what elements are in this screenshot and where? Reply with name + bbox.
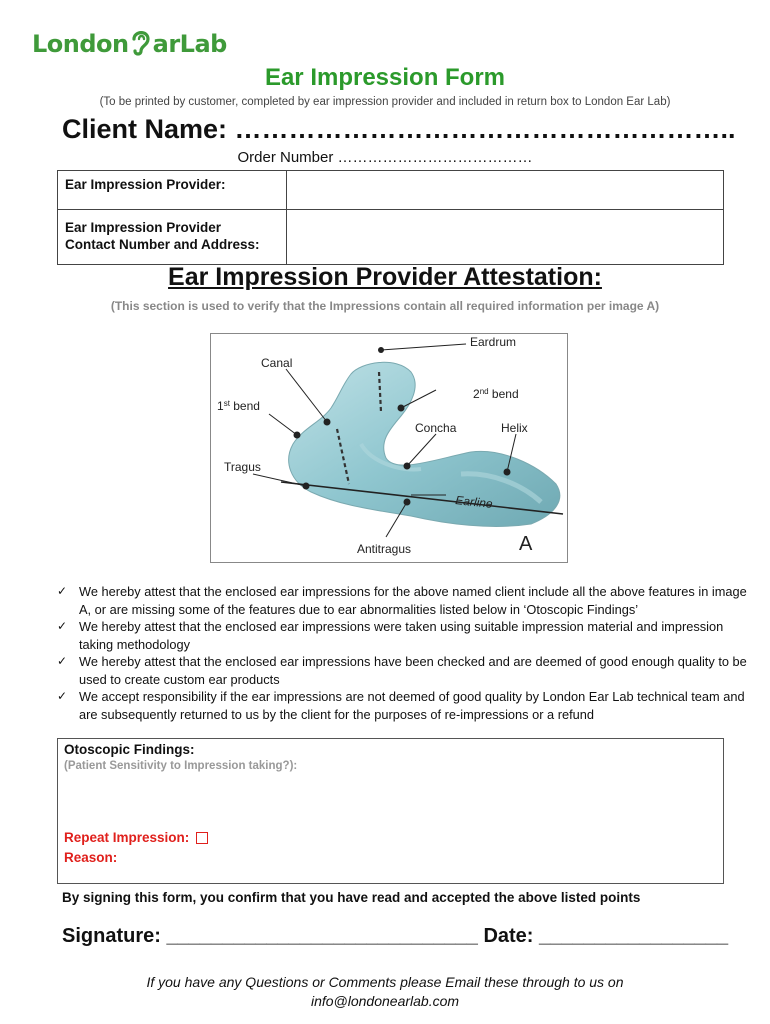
checkmark-icon: ✓ bbox=[57, 689, 68, 703]
label-second-bend bbox=[473, 387, 519, 401]
provider-label: Ear Impression Provider: bbox=[58, 171, 287, 210]
label-helix: Helix bbox=[501, 421, 528, 435]
checklist-item-text: We accept responsibility if the ear impressions are not deemed of good quality by London Ear Lab technical team and are subsequently returned to us by the client for the purposes of re-impressions or a refund bbox=[79, 689, 745, 722]
signature-date-line[interactable]: Signature: ____________________________ Date: _________________ bbox=[62, 925, 729, 947]
label-eardrum: Eardrum bbox=[470, 335, 517, 349]
provider-info-table bbox=[57, 170, 724, 265]
otoscopic-findings-box[interactable] bbox=[57, 738, 724, 884]
label-image-a: A bbox=[519, 533, 533, 555]
checkmark-icon: ✓ bbox=[57, 584, 68, 598]
label-first-bend-sup: st bbox=[223, 399, 230, 408]
company-logo bbox=[32, 24, 227, 64]
repeat-impression-checkbox[interactable] bbox=[196, 832, 208, 844]
form-title: Ear Impression Form bbox=[264, 64, 506, 91]
checklist-item bbox=[57, 688, 757, 723]
label-earline: Earline bbox=[454, 493, 494, 511]
checkmark-icon: ✓ bbox=[57, 654, 68, 668]
footer-line1: If you have any Questions or Comments please Email these through to us on bbox=[146, 974, 624, 990]
label-tragus: Tragus bbox=[224, 460, 261, 474]
checklist-item-text: We hereby attest that the enclosed ear impressions were taken using suitable impression material and impression taking methodology bbox=[79, 619, 724, 652]
attestation-subtitle: (This section is used to verify that the Impressions contain all required information per image A) bbox=[110, 299, 660, 313]
label-antitragus: Antitragus bbox=[357, 542, 412, 556]
reason-label: Reason: bbox=[64, 850, 118, 865]
attestation-title bbox=[0, 263, 770, 292]
confirmation-text: By signing this form, you confirm that you have read and accepted the above listed points bbox=[62, 890, 641, 905]
attestation-checklist bbox=[57, 583, 757, 723]
attestation-title-text: Ear Impression Provider Attestation: bbox=[168, 263, 602, 291]
otoscopic-subtitle: (Patient Sensitivity to Impression taking?): bbox=[64, 760, 298, 772]
form-subtitle: (To be printed by customer, completed by ear impression provider and included in return box to London Ear Lab) bbox=[99, 96, 671, 108]
provider-contact-label-line2: Contact Number and Address: bbox=[65, 237, 260, 252]
otoscopic-title: Otoscopic Findings: bbox=[64, 742, 195, 757]
client-name-field[interactable]: Client Name: ……………………………………………….. bbox=[62, 114, 736, 144]
ear-impression-diagram bbox=[210, 333, 568, 563]
contact-email[interactable]: info@londonearlab.com bbox=[310, 993, 460, 1009]
ear-logo-icon bbox=[130, 27, 152, 62]
logo-text-london: London bbox=[32, 30, 129, 58]
checklist-item bbox=[57, 653, 757, 688]
repeat-impression-label: Repeat Impression: bbox=[64, 830, 190, 845]
checklist-item-text: We hereby attest that the enclosed ear impressions have been checked and are deemed of good enough quality to be used to create custom ear products bbox=[79, 654, 747, 687]
provider-contact-label-line1: Ear Impression Provider bbox=[65, 220, 222, 235]
label-first-bend bbox=[217, 399, 260, 413]
label-second-bend-sup: nd bbox=[479, 387, 489, 396]
label-second-bend-num: 2 bbox=[473, 387, 480, 401]
checklist-item bbox=[57, 583, 757, 618]
provider-contact-label bbox=[58, 210, 287, 265]
provider-input-cell[interactable] bbox=[287, 171, 724, 210]
checklist-item-text: We hereby attest that the enclosed ear impressions for the above named client include all the above features in image A, or are missing some of the features due to ear abnormalities listed below in ‘Otoscopic Findings’ bbox=[79, 584, 747, 617]
label-second-bend-word: bend bbox=[488, 387, 519, 401]
logo-text-earlab: arLab bbox=[152, 30, 227, 58]
label-canal: Canal bbox=[261, 356, 293, 370]
label-first-bend-word: bend bbox=[229, 399, 260, 413]
repeat-impression-row bbox=[64, 830, 208, 845]
label-first-bend-num: 1 bbox=[217, 399, 224, 413]
checklist-item bbox=[57, 618, 757, 653]
order-number-field[interactable]: Order Number ………………………………… bbox=[237, 149, 533, 166]
footer bbox=[0, 973, 770, 1011]
ear-impression-shape bbox=[289, 362, 560, 526]
provider-contact-input-cell[interactable] bbox=[287, 210, 724, 265]
checkmark-icon: ✓ bbox=[57, 619, 68, 633]
label-concha: Concha bbox=[415, 421, 457, 435]
